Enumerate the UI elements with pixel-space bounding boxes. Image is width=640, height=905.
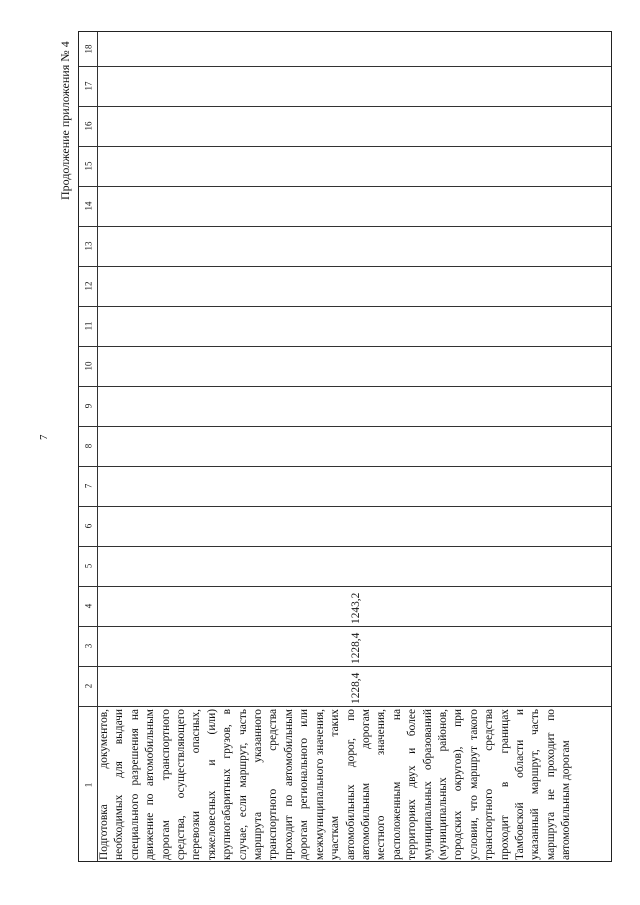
column-number-15: 15 <box>83 161 93 171</box>
column-2-boundary <box>79 666 611 667</box>
column-number-11: 11 <box>82 321 93 331</box>
column-number-14: 14 <box>83 201 93 211</box>
column-11-boundary <box>79 306 611 307</box>
column-number-10: 10 <box>83 361 93 371</box>
column-number-9: 9 <box>83 403 93 409</box>
column-number-1: 1 <box>83 782 93 787</box>
column-9-boundary <box>79 386 611 387</box>
page-number: 7 <box>38 434 50 440</box>
column-number-17: 17 <box>83 81 93 91</box>
column-14-boundary <box>79 186 611 187</box>
column-10-boundary <box>79 346 611 347</box>
column-number-16: 16 <box>83 121 93 131</box>
column-12-boundary <box>79 266 611 267</box>
column-4-boundary <box>79 586 611 587</box>
value-column-2: 1228,4 <box>350 672 362 704</box>
column-17-boundary <box>79 66 611 67</box>
column-number-13: 13 <box>83 241 93 251</box>
column-7-boundary <box>79 466 611 467</box>
appendix-continuation-note: Продолжение приложения № 4 <box>58 41 72 200</box>
value-column-4: 1243,2 <box>350 592 362 624</box>
column-15-boundary <box>79 146 611 147</box>
column-5-boundary <box>79 546 611 547</box>
column-number-4: 4 <box>83 603 93 609</box>
column-6-boundary <box>79 506 611 507</box>
value-column-3: 1228,4 <box>350 632 362 664</box>
column-3-boundary <box>79 626 611 627</box>
row-description-cell <box>97 706 613 863</box>
column-13-boundary <box>79 226 611 227</box>
column-number-12: 12 <box>83 281 93 291</box>
column-number-3: 3 <box>83 643 93 649</box>
column-8-boundary <box>79 426 611 427</box>
rotated-table <box>78 31 612 862</box>
column-number-6: 6 <box>83 523 93 529</box>
column-number-5: 5 <box>83 563 93 569</box>
column-number-2: 2 <box>83 683 93 689</box>
column-16-boundary <box>79 106 611 107</box>
column-number-8: 8 <box>83 443 93 449</box>
column-number-18: 18 <box>83 44 93 54</box>
row-description-text: Подготовка документов, необходимых для выдачи специального разрешения на движение по автомобильным дорогам транспортного средства, осуществляющего перевозки опасных, тяжеловесных и (или) крупногабаритных грузов, в случае, если маршрут, часть маршрута указанного транспортного средства проходит по автомобильным дорогам регионального или межмуниципального значения, участкам таких автомобильных дорог, по автомобильным дорогам местного значения, расположенным на территориях двух и более муниципальных образований (муниципальных районов, городских округов), при условии, что маршрут такого транспортного средства проходит в границах Тамбовской области и указанный маршрут, часть маршрута не проходит по автомобильным дорогам <box>98 709 573 860</box>
column-number-7: 7 <box>83 483 93 489</box>
